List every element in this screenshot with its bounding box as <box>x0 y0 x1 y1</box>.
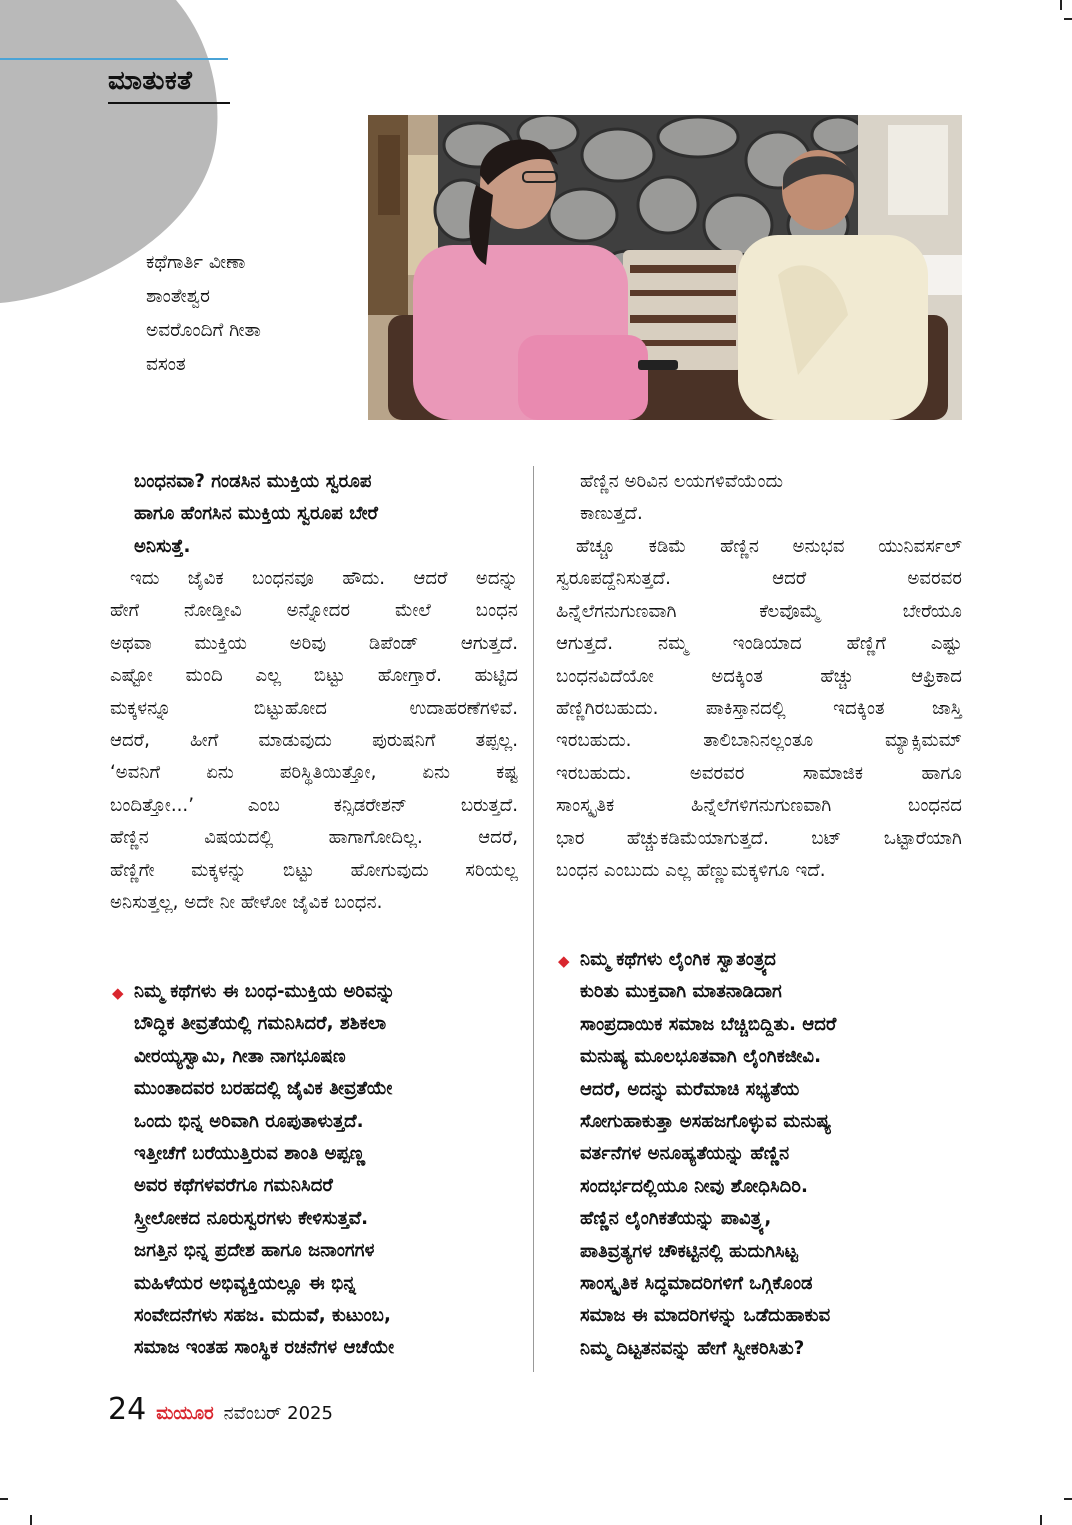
answer-line: ಹಾಗೂ ಹೆಂಗಸಿನ ಮುಕ್ತಿಯ ಸ್ವರೂಪ ಬೇರೆ <box>134 503 378 525</box>
body-line: ಹೆಣ್ಣಿಗಿರಬಹುದು. ಪಾಕಿಸ್ತಾನದಲ್ಲಿ ಇದಕ್ಕಿಂತ ಜಾಸ್ತಿ <box>556 697 962 719</box>
body-line: ಸಾಂಸ್ಕೃತಿಕ ಹಿನ್ನೆಲೆಗಳಿಗನುಗುಣವಾಗಿ ಬಂಧನದ <box>556 795 962 817</box>
question-line: ಮನುಷ್ಯ ಮೂಲಭೂತವಾಗಿ ಲೈಂಗಿಕಜೀವಿ. <box>580 1046 821 1068</box>
crop-mark <box>1064 18 1072 20</box>
question-line: ನಿಮ್ಮ ದಿಟ್ಟತನವನ್ನು ಹೇಗೆ ಸ್ವೀಕರಿಸಿತು? <box>580 1337 805 1359</box>
caption-line: ಕಥೆಗಾರ್ತಿ ವೀಣಾ <box>146 252 246 273</box>
question-line: ಸಮಾಜ ಈ ಮಾದರಿಗಳನ್ನು ಒಡೆದುಹಾಕುವ <box>580 1305 831 1327</box>
body-line: ಮಕ್ಕಳನ್ನೂ ಬಿಟ್ಟುಹೋದ ಉದಾಹರಣೆಗಳಿವೆ. <box>110 697 518 719</box>
body-line: ಸ್ವರೂಪದ್ದೆನಿಸುತ್ತದೆ. ಆದರೆ ಅವರವರ <box>556 568 962 590</box>
page-number: 24 <box>108 1392 147 1427</box>
magazine-logo: ಮಯೂರ <box>156 1403 214 1424</box>
crop-mark <box>0 1498 8 1500</box>
left-question <box>112 976 518 1365</box>
body-line: ಆಗುತ್ತದೆ. ನಮ್ಮ ಇಂಡಿಯಾದ ಹೆಣ್ಣಿಗೆ ಎಷ್ಟು <box>556 633 962 655</box>
crop-mark <box>1060 0 1062 10</box>
question-line: ಸಂವೇದನೆಗಳು ಸಹಜ. ಮದುವೆ, ಕುಟುಂಬ, <box>134 1304 391 1326</box>
question-line: ನಿಮ್ಮ ಕಥೆಗಳು ಲೈಂಗಿಕ ಸ್ವಾತಂತ್ರ್ಯದ <box>580 949 777 970</box>
left-column-body <box>110 563 518 919</box>
section-title: ಮಾತುಕತೆ <box>108 66 193 96</box>
photo-caption <box>146 246 346 382</box>
question-line: ಮುಂತಾದವರ ಬರಹದಲ್ಲಿ ಜೈವಿಕ ತೀವ್ರತೆಯೇ <box>134 1078 393 1100</box>
crop-mark <box>30 1515 32 1525</box>
question-bullet-icon: ◆ <box>558 952 570 970</box>
question-line: ಹೆಣ್ಣಿನ ಲೈಂಗಿಕತೆಯನ್ನು ಪಾವಿತ್ರ್ಯ, <box>580 1208 772 1230</box>
left-column <box>134 466 512 563</box>
body-line: ಇರಬಹುದು. ತಾಲಿಬಾನಿನಲ್ಲಂತೂ ಮ್ಯಾಕ್ಸಿಮಮ್ <box>556 730 962 752</box>
body-line: ಹೆಣ್ಣಿನ ಅರಿವಿನ ಲಯಗಳಿವೆಯೆಂದು <box>580 471 784 492</box>
question-line: ವೀರಯ್ಯಸ್ವಾಮಿ, ಗೀತಾ ನಾಗಭೂಷಣ <box>134 1045 346 1067</box>
question-line: ಸೋಗುಹಾಕುತ್ತಾ ಅಸಹಜಗೊಳ್ಳುವ ಮನುಷ್ಯ <box>580 1110 832 1132</box>
question-line: ಸಾಂಸ್ಕೃತಿಕ ಸಿದ್ಧಮಾದರಿಗಳಿಗೆ ಒಗ್ಗಿಕೊಂಡ <box>580 1272 813 1294</box>
body-line: ಹೆಣ್ಣಿನ ವಿಷಯದಲ್ಲಿ ಹಾಗಾಗೋದಿಲ್ಲ. ಆದರೆ, <box>110 827 518 849</box>
question-line: ವರ್ತನೆಗಳ ಅನೂಹ್ಯತೆಯನ್ನು ಹೆಣ್ಣಿನ <box>580 1143 790 1165</box>
crop-mark <box>1064 1498 1072 1500</box>
question-line: ಇತ್ತೀಚೆಗೆ ಬರೆಯುತ್ತಿರುವ ಶಾಂತಿ ಅಪ್ಪಣ್ಣ <box>134 1142 366 1164</box>
question-line: ಜಗತ್ತಿನ ಭಿನ್ನ ಪ್ರದೇಶ ಹಾಗೂ ಜನಾಂಗಗಳ <box>134 1240 375 1262</box>
body-line: ಹಿನ್ನೆಲೆಗನುಗುಣವಾಗಿ ಕೆಲವೊಮ್ಮೆ ಬೇರೆಯೂ <box>556 600 962 622</box>
question-line: ಬೌದ್ಧಿಕ ತೀವ್ರತೆಯಲ್ಲಿ ಗಮನಿಸಿದರೆ, ಶಶಿಕಲಾ <box>134 1013 387 1035</box>
right-column <box>580 466 960 531</box>
body-line: ಬಂಧನವಿದೆಯೋ ಅದಕ್ಕಿಂತ ಹೆಚ್ಚು ಆಫ್ರಿಕಾದ <box>556 665 962 687</box>
body-line: ಬಂಧನ ಎಂಬುದು ಎಲ್ಲ ಹೆಣ್ಣುಮಕ್ಕಳಿಗೂ ಇದೆ. <box>556 859 826 881</box>
question-line: ನಿಮ್ಮ ಕಥೆಗಳು ಈ ಬಂಧ-ಮುಕ್ತಿಯ ಅರಿವನ್ನು <box>134 981 396 1002</box>
question-line: ಮಹಿಳೆಯರ ಅಭಿವ್ಯಕ್ತಿಯಲ್ಲೂ ಈ ಭಿನ್ನ <box>134 1272 356 1294</box>
right-column-body <box>556 531 962 887</box>
body-line: ಹೆಣ್ಣಿಗೇ ಮಕ್ಕಳನ್ನು ಬಿಟ್ಟು ಹೋಗುವುದು ಸರಿಯಲ್ಲ <box>110 859 518 881</box>
column-divider <box>533 466 534 1372</box>
caption-line: ಅವರೊಂದಿಗೆ ಗೀತಾ <box>146 320 261 341</box>
question-bullet-icon: ◆ <box>112 984 124 1002</box>
answer-line: ಬಂಧನವಾ? ಗಂಡಸಿನ ಮುಕ್ತಿಯ ಸ್ವರೂಪ <box>134 471 372 492</box>
body-line: ‘ಅವನಿಗೆ ಏನು ಪರಿಸ್ಥಿತಿಯಿತ್ತೋ, ಏನು ಕಷ್ಟ <box>110 762 518 784</box>
body-line: ಹೇಗೆ ನೋಡ್ತೀವಿ ಅನ್ನೋದರ ಮೇಲೆ ಬಂಧನ <box>110 600 518 622</box>
page-footer <box>108 1392 333 1427</box>
question-line: ಸಂದರ್ಭದಲ್ಲಿಯೂ ನೀವು ಶೋಧಿಸಿದಿರಿ. <box>580 1175 808 1197</box>
body-line: ಆದರೆ, ಹೀಗೆ ಮಾಡುವುದು ಪುರುಷನಿಗೆ ತಪ್ಪಲ್ಲ. <box>110 729 518 751</box>
interview-photo <box>368 115 962 420</box>
question-line: ಒಂದು ಭಿನ್ನ ಅರಿವಾಗಿ ರೂಪುತಾಳುತ್ತದೆ. <box>134 1110 364 1132</box>
right-question <box>558 944 962 1365</box>
body-line: ಅಥವಾ ಮುಕ್ತಿಯ ಅರಿವು ಡಿಪೆಂಡ್ ಆಗುತ್ತದೆ. <box>110 632 518 654</box>
question-line: ಕುರಿತು ಮುಕ್ತವಾಗಿ ಮಾತನಾಡಿದಾಗ <box>580 981 782 1003</box>
body-line: ಭಾರ ಹೆಚ್ಚುಕಡಿಮೆಯಾಗುತ್ತದೆ. ಬಟ್ ಒಟ್ಟಾರೆಯಾಗಿ <box>556 827 962 849</box>
body-line: ಕಾಣುತ್ತದೆ. <box>580 503 643 525</box>
question-line: ಅವರ ಕಥೆಗಳವರೆಗೂ ಗಮನಿಸಿದರೆ <box>134 1175 333 1197</box>
question-line: ಆದರೆ, ಅದನ್ನು ಮರೆಮಾಚಿ ಸಭ್ಯತೆಯ <box>580 1078 800 1100</box>
body-line: ಅನಿಸುತ್ತಲ್ಲ, ಅದೇ ನೀ ಹೇಳೋ ಜೈವಿಕ ಬಂಧನ. <box>110 891 383 913</box>
body-line: ಬಂದಿತ್ತೋ...’ ಎಂಬ ಕನ್ಸಿಡರೇಶನ್ ಬರುತ್ತದೆ. <box>110 794 518 816</box>
accent-rule <box>0 58 228 60</box>
question-line: ಸ್ತ್ರೀಲೋಕದ ನೂರುಸ್ವರಗಳು ಕೇಳಿಸುತ್ತವೆ. <box>134 1207 369 1229</box>
question-line: ಪಾತಿವ್ರತ್ಯಗಳ ಚೌಕಟ್ಟಿನಲ್ಲಿ ಹುದುಗಿಸಿಟ್ಟ <box>580 1240 798 1262</box>
body-line: ಹೆಚ್ಚೂ ಕಡಿಮೆ ಹೆಣ್ಣಿನ ಅನುಭವ ಯುನಿವರ್ಸಲ್ <box>576 536 962 557</box>
body-line: ಇದು ಜೈವಿಕ ಬಂಧನವೂ ಹೌದು. ಆದರೆ ಅದನ್ನು <box>130 568 518 589</box>
caption-line: ಶಾಂತೇಶ್ವರ <box>146 286 210 307</box>
issue-date: ನವೆಂಬರ್ 2025 <box>223 1403 333 1424</box>
question-line: ಸಾಂಪ್ರದಾಯಿಕ ಸಮಾಜ ಬೆಚ್ಚಿಬಿದ್ದಿತು. ಆದರೆ <box>580 1013 837 1035</box>
answer-line: ಅನಿಸುತ್ತೆ. <box>134 535 191 557</box>
body-line: ಎಷ್ಟೋ ಮಂದಿ ಎಲ್ಲ ಬಿಟ್ಟು ಹೋಗ್ತಾರೆ. ಹುಟ್ಟಿದ <box>110 665 518 687</box>
crop-mark <box>1040 1515 1042 1525</box>
caption-line: ವಸಂತ <box>146 354 186 375</box>
title-underline <box>108 102 230 104</box>
body-line: ಇರಬಹುದು. ಅವರವರ ಸಾಮಾಜಿಕ ಹಾಗೂ <box>556 762 962 784</box>
question-line: ಸಮಾಜ ಇಂತಹ ಸಾಂಸ್ಥಿಕ ರಚನೆಗಳ ಆಚೆಯೇ <box>134 1337 395 1359</box>
